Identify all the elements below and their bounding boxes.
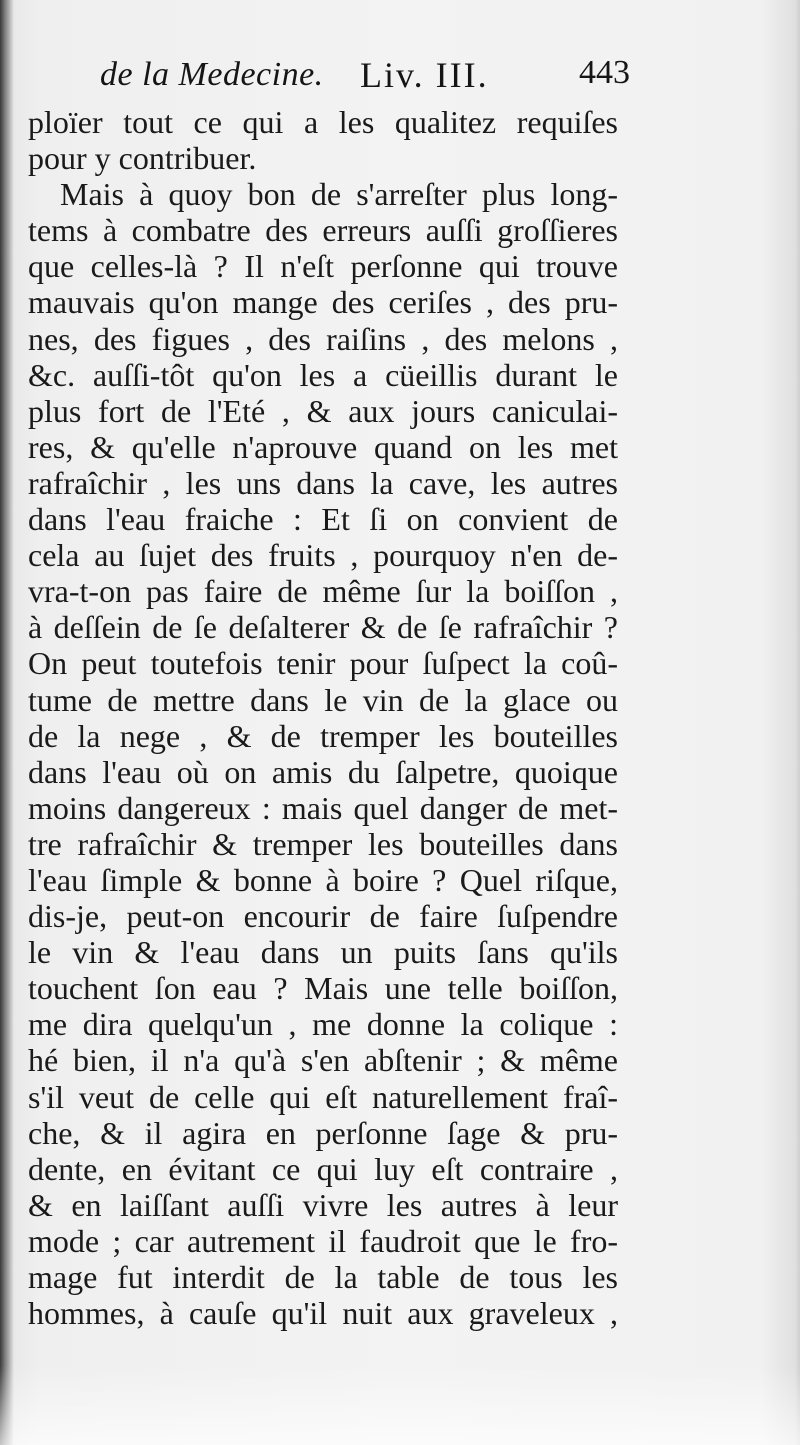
page-bottom-margin: [0, 1365, 800, 1445]
text-line: ploïer tout ce qui a les qualitez requiſes: [28, 104, 618, 140]
text-line: mage fut interdit de la table de tous les: [28, 1259, 618, 1295]
page-number: 443: [579, 54, 630, 91]
text-line: On peut toutefois tenir pour ſuſpect la coû-: [28, 645, 618, 682]
text-line: res, & qu'elle n'aprouve quand on les met: [28, 428, 618, 465]
text-line: dans l'eau fraiche : Et ſi on convient de: [28, 501, 618, 538]
text-line: vra-t-on pas faire de même ſur la boiſſon ,: [28, 573, 618, 610]
body-text: [28, 104, 618, 1331]
text-line: mauvais qu'on mange des ceriſes , des pru-: [28, 284, 618, 321]
text-line: moins dangereux : mais quel danger de met-: [28, 789, 618, 826]
text-line: le vin & l'eau dans un puits ſans qu'ils: [28, 934, 618, 971]
text-line: l'eau ſimple & bonne à boire ? Quel riſque,: [28, 861, 618, 898]
text-line: Mais à quoy bon de s'arreſter plus long-: [60, 176, 618, 213]
text-line: de la nege , & de tremper les bouteilles: [28, 717, 618, 754]
text-line: hé bien, il n'a qu'à s'en abſtenir ; & même: [28, 1042, 618, 1079]
text-line: me dira quelqu'un , me donne la colique :: [28, 1006, 618, 1043]
text-line: s'il veut de celle qui eſt naturellement fraî-: [28, 1078, 618, 1115]
text-line: hommes, à cauſe qu'il nuit aux graveleux ,: [28, 1295, 618, 1332]
page-header: [60, 52, 630, 102]
book-reference: Liv. III.: [360, 55, 489, 95]
text-line: che, & il agira en perſonne ſage & pru-: [28, 1114, 618, 1151]
text-line: cela au ſujet des fruits , pourquoy n'en de-: [28, 537, 618, 574]
text-line: nes, des figues , des raiſins , des melons ,: [28, 320, 618, 357]
text-line: dis-je, peut-on encourir de faire ſuſpendre: [28, 898, 618, 935]
text-line: tre rafraîchir & tremper les bouteilles dans: [28, 825, 618, 862]
text-line: à deſſein de ſe deſalterer & de ſe rafraîchir ?: [28, 609, 618, 646]
running-title: de la Medecine.: [100, 56, 324, 93]
text-line: tems à combatre des erreurs auſſi groſſieres: [28, 212, 618, 249]
text-line: plus fort de l'Eté , & aux jours caniculai-: [28, 392, 618, 429]
gutter-shadow: [0, 0, 14, 1445]
text-line: touchent ſon eau ? Mais une telle boiſſon,: [28, 970, 618, 1007]
text-line: mode ; car autrement il faudroit que le fro-: [28, 1222, 618, 1259]
text-line: &c. auſſi-tôt qu'on les a cüeillis durant le: [28, 356, 618, 393]
text-line: tume de mettre dans le vin de la glace ou: [28, 681, 618, 718]
text-line: que celles-là ? Il n'eſt perſonne qui trouve: [28, 248, 618, 285]
text-line: rafraîchir , les uns dans la cave, les autres: [28, 464, 618, 501]
text-line: dente, en évitant ce qui luy eſt contraire ,: [28, 1150, 618, 1187]
text-line: & en laiſſant auſſi vivre les autres à leur: [28, 1186, 618, 1223]
text-line: dans l'eau où on amis du ſalpetre, quoique: [28, 753, 618, 790]
text-line: pour y contribuer.: [28, 140, 257, 177]
